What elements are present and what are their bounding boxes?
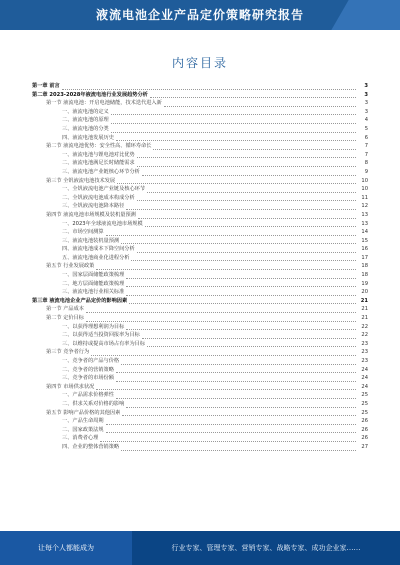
toc-leader-dots — [111, 127, 356, 133]
toc-leader-dots — [111, 109, 356, 115]
toc-entry-text: 三、液流电池装机量预测 — [62, 237, 120, 244]
toc-title: 内容目录 — [171, 56, 228, 70]
toc-leader-dots — [91, 350, 356, 356]
toc-entry[interactable] — [32, 254, 368, 263]
toc-leader-dots — [86, 307, 356, 313]
toc-leader-dots — [126, 402, 356, 408]
toc-entry-page: 4 — [364, 117, 368, 124]
toc-entry[interactable] — [32, 151, 368, 160]
toc-entry-text: 二、液流电池的原理 — [62, 117, 109, 124]
toc-entry[interactable] — [32, 177, 368, 186]
toc-entry[interactable] — [32, 142, 368, 151]
toc-entry-page: 14 — [361, 229, 368, 236]
toc-entry-page: 24 — [361, 383, 368, 390]
toc-entry[interactable] — [32, 374, 368, 383]
toc-entry[interactable] — [32, 262, 368, 271]
toc-leader-dots — [147, 341, 356, 347]
toc-entry[interactable] — [32, 271, 368, 280]
toc-entry[interactable] — [32, 331, 368, 340]
toc-entry-page: 13 — [361, 220, 368, 227]
toc-leader-dots — [121, 445, 356, 451]
toc-entry-page: 3 — [364, 91, 368, 98]
toc-entry-text: 第一节 液流电池：开启电池储能，技术迭代进入新 — [46, 100, 162, 107]
toc-leader-dots — [96, 264, 356, 270]
toc-entry[interactable] — [32, 323, 368, 332]
toc-entry-page: 24 — [361, 366, 368, 373]
toc-entry-text: 二、供求关系对价格的影响 — [62, 400, 125, 407]
footer-banner — [0, 531, 400, 565]
toc-leader-dots — [100, 436, 356, 442]
toc-leader-dots — [142, 170, 356, 176]
toc-leader-dots — [126, 273, 356, 279]
toc-entry-page: 18 — [361, 263, 368, 270]
toc-entry[interactable] — [32, 116, 368, 125]
toc-entry-text: 二、液流电池满足长时储能需求 — [62, 160, 135, 167]
toc-entry-text: 二、全钒液流电池成本构成分析 — [62, 194, 135, 201]
toc-entry-text: 二、地方层面储能政策梳理 — [62, 280, 125, 287]
toc-leader-dots — [106, 230, 356, 236]
toc-entry-text: 三、以维持或提高市场占有率为目标 — [62, 340, 146, 347]
toc-entry-page: 18 — [361, 272, 368, 279]
toc-entry-text: 四、液流电池成本下降空间分析 — [62, 246, 135, 253]
toc-entry-page: 9 — [364, 168, 368, 175]
toc-entry-page: 23 — [361, 349, 368, 356]
toc-entry-page: 21 — [361, 306, 368, 313]
toc-leader-dots — [131, 255, 356, 261]
toc-entry-text: 二、以获得适当投资回报率为目标 — [62, 332, 140, 339]
toc-entry-page: 26 — [361, 426, 368, 433]
toc-entry-text: 三、液流电池产业链核心环节分析 — [62, 168, 140, 175]
toc-entry-page: 13 — [361, 211, 368, 218]
toc-entry-page: 23 — [361, 340, 368, 347]
toc-entry[interactable] — [32, 159, 368, 168]
toc-leader-dots — [116, 376, 356, 382]
toc-entry-text: 一、以获得理想利润为目标 — [62, 323, 125, 330]
toc-entry-page: 11 — [361, 194, 368, 201]
toc-leader-dots — [116, 393, 356, 399]
toc-entry-page: 8 — [364, 160, 368, 167]
toc-entry-text: 第四节 市场供求状况 — [46, 383, 95, 390]
toc-entry-page: 12 — [361, 203, 368, 210]
toc-entry[interactable] — [32, 125, 368, 134]
footer-brand: 让每个人都能成为 — [0, 531, 132, 565]
toc-entry-page: 25 — [361, 400, 368, 407]
toc-entry-text: 四、企业的整体营销策略 — [62, 443, 120, 450]
toc-entry-text: 一、2023年全球液流电池市场规模 — [62, 220, 143, 227]
toc-entry[interactable] — [32, 417, 368, 426]
toc-entry-text: 第五节 行业发展政策 — [46, 263, 95, 270]
toc-entry[interactable] — [32, 194, 368, 203]
toc-entry-text: 五、液流电池商业化进程分析 — [62, 254, 130, 261]
toc-entry-text: 三、液流电池行业相关标准 — [62, 289, 125, 296]
toc-leader-dots — [121, 238, 356, 244]
toc-entry[interactable] — [32, 434, 368, 443]
toc-leader-dots — [126, 204, 356, 210]
toc-entry-text: 第五节 影响产品价格的其他因素 — [46, 409, 121, 416]
toc-leader-dots — [117, 178, 356, 184]
toc-entry-page: 15 — [361, 237, 368, 244]
toc-entry[interactable] — [32, 228, 368, 237]
toc-entry-page: 5 — [364, 125, 368, 132]
toc-entry[interactable] — [32, 99, 368, 108]
toc-entry-page: 16 — [361, 246, 368, 253]
toc-leader-dots — [116, 367, 356, 373]
toc-leader-dots — [121, 359, 356, 365]
toc-entry-text: 第四节 液流电池市场规模及装机量预测 — [46, 211, 136, 218]
toc-entry-text: 一、产品生命周期 — [62, 418, 104, 425]
toc-entry[interactable] — [32, 237, 368, 246]
toc-entry[interactable] — [32, 340, 368, 349]
toc-leader-dots — [138, 213, 356, 219]
toc-leader-dots — [126, 324, 356, 330]
toc-entry[interactable] — [32, 297, 368, 306]
toc-entry[interactable] — [32, 443, 368, 452]
toc-entry-text: 一、竞争者的产品与价格 — [62, 358, 120, 364]
toc-entry-page: 10 — [361, 186, 368, 193]
toc-entry[interactable] — [32, 400, 368, 409]
toc-entry-text: 第一节 产品成本 — [46, 306, 84, 313]
toc-entry-text: 第三节 全钒液流电池技术发展 — [46, 177, 116, 184]
toc-leader-dots — [153, 144, 356, 150]
toc-entry[interactable] — [32, 220, 368, 229]
toc-leader-dots — [86, 316, 356, 322]
toc-entry-page: 3 — [364, 100, 368, 107]
toc-leader-dots — [150, 92, 356, 98]
toc-entry-text: 二、市场空间测算 — [62, 229, 104, 236]
report-title: 液流电池企业产品定价策略研究报告 — [95, 8, 304, 22]
toc-entry[interactable] — [32, 391, 368, 400]
toc-entry-text: 第二节 定价目标 — [46, 315, 84, 322]
toc-list — [32, 82, 368, 452]
toc-leader-dots — [126, 281, 356, 287]
toc-entry-text: 二、国家政策法规 — [62, 426, 104, 433]
toc-entry-text: 二、竞争者的营销策略 — [62, 366, 114, 373]
toc-entry-page: 24 — [361, 375, 368, 382]
toc-entry-page: 23 — [361, 358, 368, 364]
toc-entry-text: 三、液流电池的分类 — [62, 125, 109, 132]
toc-entry[interactable] — [32, 202, 368, 211]
toc-entry-page: 19 — [361, 280, 368, 287]
toc-entry-text: 第三章 液流电池企业产品定价的影响因素 — [32, 297, 128, 304]
toc-entry[interactable] — [32, 185, 368, 194]
toc-leader-dots — [142, 333, 356, 339]
toc-entry[interactable] — [32, 280, 368, 289]
toc-entry-text: 第一章 前言 — [32, 83, 60, 89]
toc-entry-text: 一、全钒液流电池产业链及核心环节 — [62, 186, 146, 193]
toc-leader-dots — [126, 290, 356, 296]
toc-entry-text: 第三节 竞争者行为 — [46, 349, 90, 356]
report-header — [0, 0, 400, 30]
toc-leader-dots — [137, 161, 356, 167]
toc-entry-page: 21 — [361, 315, 368, 322]
toc-leader-dots — [106, 427, 356, 433]
toc-entry-page: 7 — [364, 151, 368, 158]
toc-entry[interactable] — [32, 314, 368, 323]
toc-entry[interactable] — [32, 108, 368, 117]
toc-entry[interactable] — [32, 305, 368, 314]
toc-entry[interactable] — [32, 348, 368, 357]
toc-entry[interactable] — [32, 357, 368, 366]
toc-entry-text: 一、产品需求价格弹性 — [62, 392, 114, 399]
toc-entry-text: 三、竞争者的市场份额 — [62, 375, 114, 382]
toc-leader-dots — [129, 298, 356, 304]
footer-slogan: 行业专家、管理专家、营销专家、战略专家、成功企业家…… — [171, 544, 361, 552]
toc-entry-text: 第二节 液流电池优势：安全性高、循环寿命长 — [46, 143, 152, 150]
toc-entry[interactable] — [32, 134, 368, 143]
toc-leader-dots — [106, 419, 356, 425]
toc-entry[interactable] — [32, 288, 368, 297]
toc-leader-dots — [96, 384, 356, 390]
toc-entry-page: 22 — [361, 323, 368, 330]
toc-entry-page: 20 — [361, 289, 368, 296]
toc-leader-dots — [145, 221, 356, 227]
toc-leader-dots — [111, 118, 356, 124]
toc-entry-page: 27 — [361, 443, 368, 450]
toc-leader-dots — [137, 247, 356, 253]
toc-entry[interactable] — [32, 91, 368, 100]
toc-entry-text: 四、液流电池发展历史 — [62, 134, 114, 141]
toc-entry[interactable] — [32, 211, 368, 220]
toc-leader-dots — [116, 135, 356, 141]
toc-leader-dots — [137, 195, 356, 201]
toc-entry-page: 7 — [364, 143, 368, 150]
toc-entry-text: 三、全钒液流电池降本路径 — [62, 203, 125, 210]
toc-leader-dots — [122, 410, 356, 416]
toc-entry[interactable] — [32, 409, 368, 418]
toc-entry-text: 一、国家层面储能政策梳理 — [62, 272, 125, 279]
toc-leader-dots — [164, 101, 356, 107]
toc-leader-dots — [147, 187, 356, 193]
toc-entry-page: 6 — [364, 134, 368, 141]
toc-entry-page: 22 — [361, 332, 368, 339]
toc-entry-page: 3 — [364, 108, 368, 115]
toc-entry[interactable] — [32, 426, 368, 435]
toc-entry-page: 25 — [361, 392, 368, 399]
toc-entry-page: 17 — [361, 254, 368, 261]
toc-entry[interactable] — [32, 245, 368, 254]
toc-leader-dots — [137, 152, 356, 158]
toc-entry[interactable] — [32, 383, 368, 392]
toc-entry[interactable] — [32, 82, 368, 91]
toc-entry-page: 25 — [361, 409, 368, 416]
toc-entry-text: 一、液流电池与锂电池对比优势 — [62, 151, 135, 158]
toc-entry-page: 26 — [361, 435, 368, 442]
toc-entry[interactable] — [32, 168, 368, 177]
toc-entry[interactable] — [32, 366, 368, 375]
toc-entry-page: 26 — [361, 418, 368, 425]
toc-entry-page: 21 — [360, 297, 368, 304]
toc-entry-text: 三、消费者心理 — [62, 435, 99, 442]
toc-entry-text: 一、液流电池的定义 — [62, 108, 109, 115]
toc-entry-text: 第二章 2023-2028年液流电池行业发展趋势分析 — [32, 91, 148, 98]
toc-leader-dots — [62, 84, 356, 90]
toc-entry-page: 3 — [364, 83, 368, 89]
toc-entry-page: 10 — [361, 177, 368, 184]
